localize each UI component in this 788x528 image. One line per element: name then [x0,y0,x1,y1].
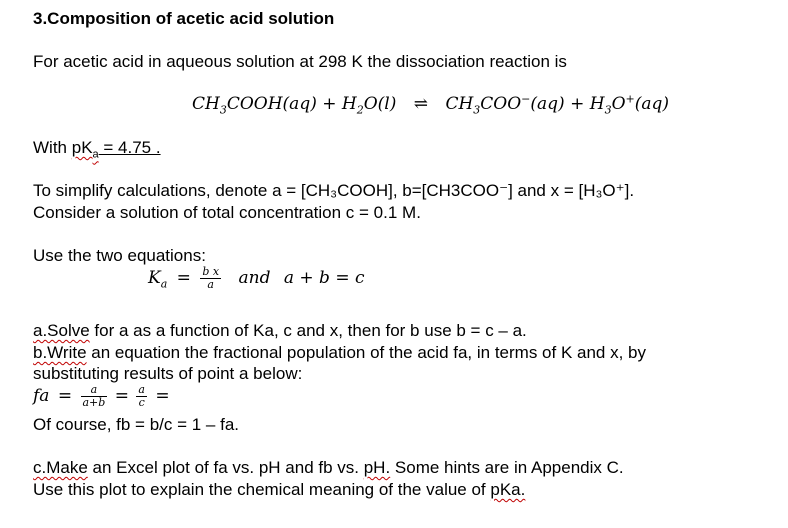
simplify-line-2: Consider a solution of total concentration c = 0.1 M. [33,203,421,222]
part-b-line-2: substituting results of point a below: [33,364,303,383]
ka-equation: $K_a$ = $\frac{\text{b x}}{a}$ and a + b = c [148,265,365,291]
use-equations-text: Use the two equations: [33,246,206,265]
intro-text: For acetic acid in aqueous solution at 298 K the dissociation reaction is [33,52,567,71]
part-b: b.Write an equation the fractional population of the acid fa, in terms of K and x, by [33,343,647,362]
fa-equation: fa = $\frac{a}{a+b}$ = $\frac{a}{c}$ = [33,383,170,409]
of-course-text: Of course, fb = b/c = 1 – fa. [33,415,240,434]
part-c-line-2: Use this plot to explain the chemical meaning of the value of pKa. [33,480,526,499]
part-c: c.Make an Excel plot of fa vs. pH and fb vs. pH. Some hints are in Appendix C. [33,458,624,477]
simplify-line-1: To simplify calculations, denote a = [CH₃COOH], b=[CH3COO⁻] and x = [H₃O⁺]. [33,181,635,200]
section-heading: 3.Composition of acetic acid solution [33,9,335,28]
part-a: a.Solve for a as a function of Ka, c and x, then for b use b = c – a. [33,321,527,340]
equilibrium-arrow: ⇌ [413,94,429,114]
pka-line: With $pK_a = 4.75$ . [33,138,161,161]
reaction-equation: $CH_3COOH(aq) + H_2O(l)$ ⇌ $CH_3COO^-(aq) + H_3O^+(aq)$ [192,92,670,117]
